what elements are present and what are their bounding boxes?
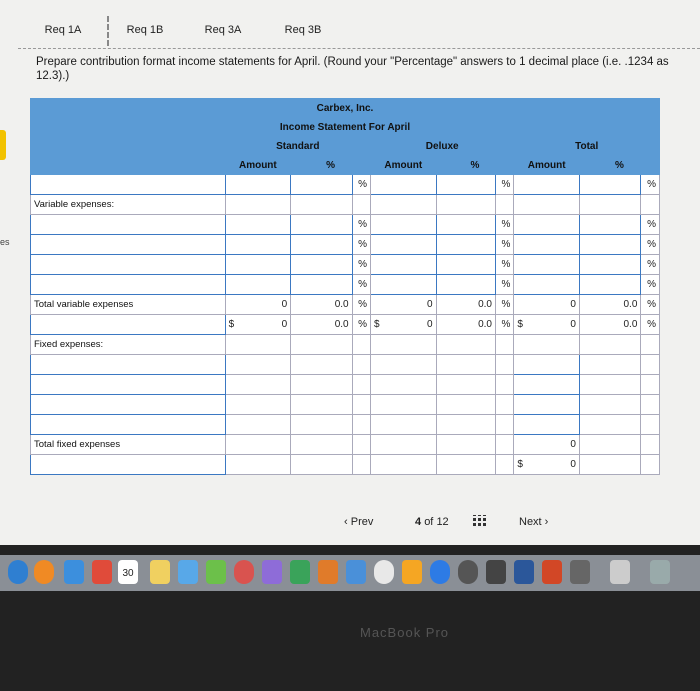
tab-req-1b[interactable]: Req 1B	[126, 24, 164, 36]
fixed-expense-label-input[interactable]	[31, 395, 226, 415]
total-fixed-amount-input[interactable]	[514, 375, 580, 395]
deluxe-total-variable-amount: 0	[371, 295, 437, 315]
fixed-expense-row	[31, 415, 660, 435]
percent-sign: %	[495, 175, 513, 195]
finder-icon[interactable]	[8, 560, 28, 584]
calendar-icon[interactable]	[118, 560, 138, 584]
header-columns-row	[31, 156, 660, 175]
statement-title: Income Statement For April	[31, 118, 660, 137]
total-amount-input[interactable]	[514, 255, 580, 275]
percent-sign: %	[641, 175, 660, 195]
total-total-variable-amount: 0	[514, 295, 580, 315]
net-operating-income-amount	[514, 455, 580, 475]
app-icon[interactable]	[262, 560, 282, 584]
percent-sign: %	[495, 255, 513, 275]
deluxe-amount-input[interactable]	[371, 275, 437, 295]
standard-amount-input[interactable]	[225, 235, 291, 255]
deluxe-percent-input[interactable]	[436, 275, 495, 295]
variable-expense-row	[31, 255, 660, 275]
deluxe-percent-input[interactable]	[436, 175, 495, 195]
fixed-expense-row	[31, 395, 660, 415]
calendar-day: 30	[122, 568, 134, 579]
deluxe-amount-input[interactable]	[371, 175, 437, 195]
percent-sign: %	[495, 295, 513, 315]
variable-expense-row	[31, 235, 660, 255]
prev-button[interactable]: ‹ Prev	[344, 516, 374, 528]
fixed-expense-label-input[interactable]	[31, 355, 226, 375]
current-page: 4	[415, 516, 422, 528]
header-blank	[31, 137, 226, 156]
variable-expense-label-input[interactable]	[31, 255, 226, 275]
standard-cm-value: 0	[281, 319, 288, 330]
header-total: Total	[514, 137, 660, 156]
deluxe-cm-percent: 0.0	[436, 315, 495, 335]
variable-expense-row	[31, 275, 660, 295]
variable-expense-label-input[interactable]	[31, 235, 226, 255]
percent-sign: %	[495, 275, 513, 295]
notes-icon[interactable]	[150, 560, 170, 584]
percent-sign: %	[641, 315, 660, 335]
page-of: of	[424, 516, 434, 528]
percent-sign: %	[352, 175, 370, 195]
percent-sign: %	[641, 295, 660, 315]
total-fixed-expenses-label: Total fixed expenses	[31, 435, 226, 455]
header-standard: Standard	[225, 137, 370, 156]
total-fixed-amount: 0	[514, 435, 580, 455]
tab-req-3b[interactable]: Req 3B	[284, 24, 322, 36]
deluxe-amount-input[interactable]	[371, 235, 437, 255]
deluxe-amount-input[interactable]	[371, 215, 437, 235]
standard-cm-percent: 0.0	[291, 315, 352, 335]
deluxe-cm-amount	[371, 315, 437, 335]
fixed-expense-row	[31, 375, 660, 395]
col-total-percent: %	[579, 156, 659, 175]
col-deluxe-amount: Amount	[371, 156, 437, 175]
app-icon[interactable]	[178, 560, 198, 584]
income-statement-table	[30, 98, 660, 475]
percent-sign: %	[352, 235, 370, 255]
percent-sign: %	[352, 315, 370, 335]
percent-sign: %	[352, 255, 370, 275]
standard-total-variable-amount: 0	[225, 295, 291, 315]
col-standard-percent: %	[291, 156, 371, 175]
total-fixed-expenses-row	[31, 435, 660, 455]
app-icon[interactable]	[346, 560, 366, 584]
variable-expense-row	[31, 215, 660, 235]
page-indicator	[415, 512, 449, 532]
standard-percent-input[interactable]	[291, 255, 352, 275]
app-icon[interactable]	[318, 560, 338, 584]
tab-req-3a[interactable]: Req 3A	[204, 24, 242, 36]
contribution-margin-row	[31, 315, 660, 335]
word-icon[interactable]	[514, 560, 534, 584]
header-statement-row	[31, 118, 660, 137]
total-pages: 12	[436, 516, 449, 528]
total-amount-input[interactable]	[514, 175, 580, 195]
variable-expense-label-input[interactable]	[31, 275, 226, 295]
photos-icon[interactable]	[234, 560, 254, 584]
total-total-variable-percent: 0.0	[579, 295, 640, 315]
col-standard-amount: Amount	[225, 156, 291, 175]
app-icon[interactable]	[206, 560, 226, 584]
total-percent-input[interactable]	[579, 215, 640, 235]
total-amount-input[interactable]	[514, 275, 580, 295]
trash-icon[interactable]	[650, 560, 670, 584]
app-icon[interactable]	[92, 560, 112, 584]
fixed-expense-label-input[interactable]	[31, 375, 226, 395]
percent-sign: %	[641, 275, 660, 295]
standard-total-variable-percent: 0.0	[291, 295, 352, 315]
total-cm-value: 0	[570, 319, 576, 330]
total-variable-expenses-label: Total variable expenses	[31, 295, 226, 315]
app-icon[interactable]	[610, 560, 630, 584]
app-store-icon[interactable]	[430, 560, 450, 584]
left-edge-marker	[0, 130, 6, 160]
percent-sign: %	[352, 275, 370, 295]
chrome-icon[interactable]	[34, 560, 54, 584]
total-cm-percent: 0.0	[579, 315, 640, 335]
app-icon[interactable]	[64, 560, 84, 584]
fixed-expenses-label: Fixed expenses:	[31, 335, 226, 355]
header-segment-row	[31, 137, 660, 156]
contribution-margin-label-input[interactable]	[31, 315, 226, 335]
percent-sign: %	[641, 255, 660, 275]
total-fixed-amount-input[interactable]	[514, 355, 580, 375]
grid-view-icon[interactable]	[473, 515, 486, 528]
total-fixed-amount-input[interactable]	[514, 415, 580, 435]
deluxe-percent-input[interactable]	[436, 235, 495, 255]
standard-percent-input[interactable]	[291, 235, 352, 255]
standard-percent-input[interactable]	[291, 215, 352, 235]
col-total-amount: Amount	[514, 156, 580, 175]
percent-sign: %	[352, 215, 370, 235]
standard-cm-amount	[225, 315, 291, 335]
deluxe-percent-input[interactable]	[436, 255, 495, 275]
instructions: Prepare contribution format income statements for April. (Round your "Percentage" answers to 1 decimal place (i.e. .1234 as 12.3).)	[36, 56, 669, 82]
header-company-row	[31, 99, 660, 118]
total-percent-input[interactable]	[579, 275, 640, 295]
percent-sign: %	[495, 235, 513, 255]
total-fixed-amount-input[interactable]	[514, 395, 580, 415]
laptop-brand: MacBook Pro	[360, 625, 450, 640]
next-label: Next	[519, 516, 542, 528]
total-percent-input[interactable]	[579, 175, 640, 195]
standard-percent-input[interactable]	[291, 175, 352, 195]
fixed-expense-label-input[interactable]	[31, 415, 226, 435]
dollar-sign: $	[228, 319, 235, 330]
prev-label: Prev	[350, 516, 374, 528]
standard-amount-input[interactable]	[225, 275, 291, 295]
standard-amount-input[interactable]	[225, 175, 291, 195]
variable-expense-label-input[interactable]	[31, 215, 226, 235]
header-blank	[31, 156, 226, 175]
total-cm-amount	[514, 315, 580, 335]
dollar-sign: $	[517, 319, 523, 330]
net-operating-income-value: 0	[570, 459, 576, 470]
ibooks-icon[interactable]	[402, 560, 422, 584]
deluxe-amount-input[interactable]	[371, 255, 437, 275]
deluxe-total-variable-percent: 0.0	[436, 295, 495, 315]
variable-expenses-heading-row	[31, 195, 660, 215]
tab-req-1a[interactable]: Req 1A	[44, 24, 82, 36]
percent-sign: %	[641, 235, 660, 255]
left-edge-fragment: es	[0, 237, 10, 247]
facetime-icon[interactable]	[290, 560, 310, 584]
next-button[interactable]: Next ›	[519, 516, 549, 528]
percent-sign: %	[641, 215, 660, 235]
variable-expenses-label: Variable expenses:	[31, 195, 226, 215]
col-deluxe-percent: %	[436, 156, 514, 175]
standard-percent-input[interactable]	[291, 275, 352, 295]
fixed-expense-row	[31, 355, 660, 375]
requirement-tabs	[18, 12, 700, 49]
header-deluxe: Deluxe	[371, 137, 514, 156]
itunes-icon[interactable]	[374, 560, 394, 584]
company-name: Carbex, Inc.	[31, 99, 660, 118]
total-variable-expenses-row	[31, 295, 660, 315]
sales-label-input[interactable]	[31, 175, 226, 195]
fixed-expenses-heading-row	[31, 335, 660, 355]
total-percent-input[interactable]	[579, 235, 640, 255]
percent-sign: %	[495, 315, 513, 335]
standard-amount-input[interactable]	[225, 215, 291, 235]
standard-amount-input[interactable]	[225, 255, 291, 275]
net-operating-income-label-input[interactable]	[31, 455, 226, 475]
total-amount-input[interactable]	[514, 235, 580, 255]
app-icon[interactable]	[458, 560, 478, 584]
powerpoint-icon[interactable]	[542, 560, 562, 584]
dollar-sign: $	[374, 319, 380, 330]
total-amount-input[interactable]	[514, 215, 580, 235]
app-icon[interactable]	[486, 560, 506, 584]
percent-sign: %	[352, 295, 370, 315]
deluxe-percent-input[interactable]	[436, 215, 495, 235]
total-percent-input[interactable]	[579, 255, 640, 275]
percent-sign: %	[495, 215, 513, 235]
sales-row	[31, 175, 660, 195]
net-operating-income-row	[31, 455, 660, 475]
deluxe-cm-value: 0	[427, 319, 433, 330]
dollar-sign: $	[517, 459, 523, 470]
app-icon[interactable]	[570, 560, 590, 584]
